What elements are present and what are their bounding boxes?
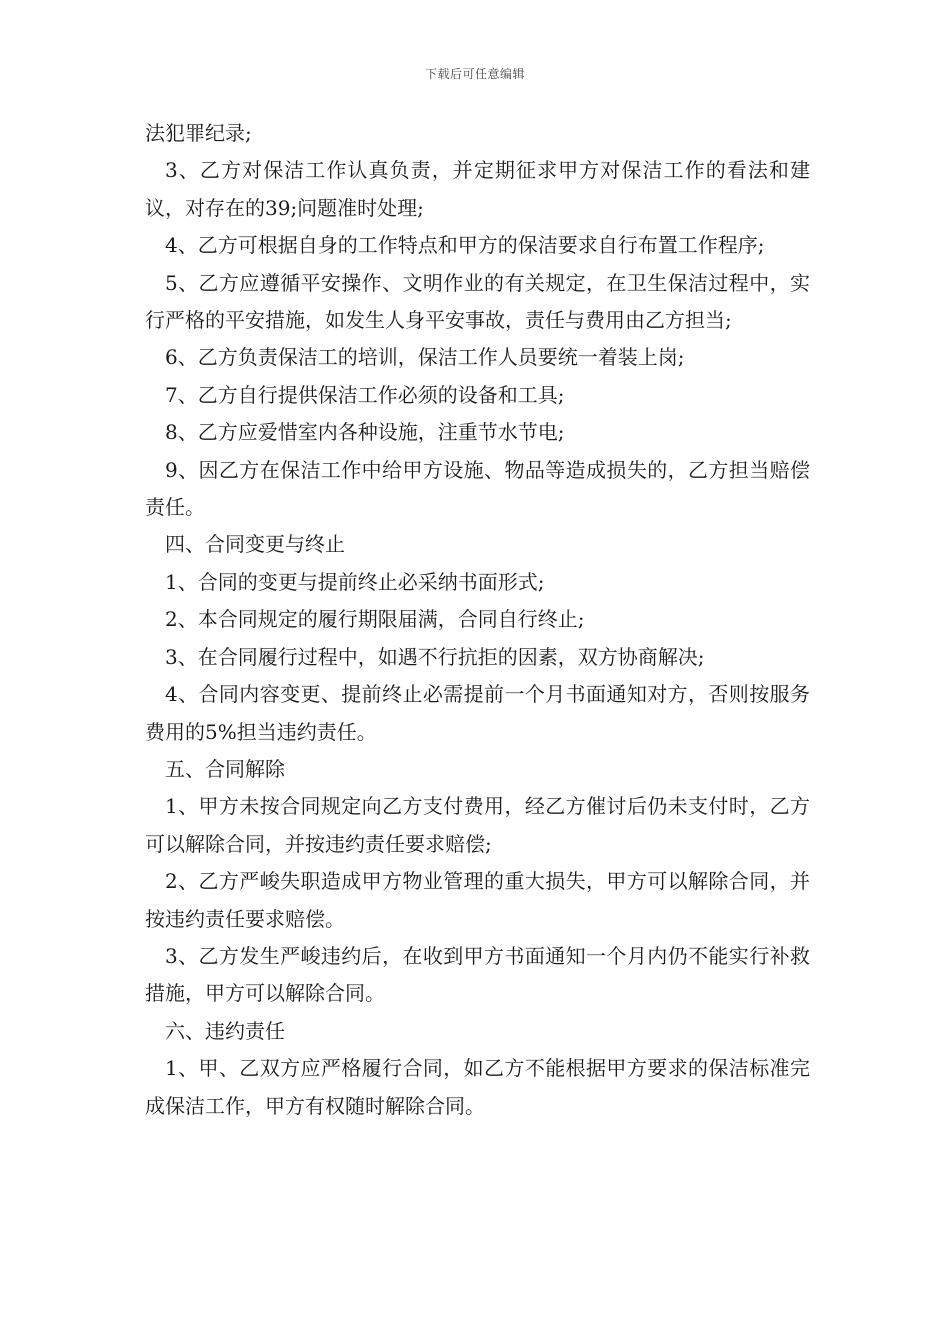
document-body bbox=[145, 115, 810, 1125]
clause-rescission-1: 1、甲方未按合同规定向乙方支付费用，经乙方催讨后仍未支付时，乙方可以解除合同，并按违约责任要求赔偿; bbox=[145, 794, 810, 856]
clause-change-3: 3、在合同履行过程中，如遇不行抗拒的因素，双方协商解决; bbox=[165, 644, 705, 669]
section-heading-rescission: 五、合同解除 bbox=[165, 756, 285, 781]
clause-change-2: 2、本合同规定的履行期限届满，合同自行终止; bbox=[165, 607, 585, 632]
header-note: 下载后可任意编辑 bbox=[424, 67, 525, 81]
paragraph-continuation: 法犯罪纪录; bbox=[145, 121, 252, 145]
clause-change-4: 4、合同内容变更、提前终止必需提前一个月书面通知对方，否则按服务费用的5%担当违约责任。 bbox=[145, 682, 810, 744]
clause-9-compensation: 9、因乙方在保洁工作中给甲方设施、物品等造成损失的，乙方担当赔偿责任。 bbox=[145, 457, 810, 520]
clause-7-equipment: 7、乙方自行提供保洁工作必须的设备和工具; bbox=[165, 382, 565, 407]
clause-rescission-3: 3、乙方发生严峻违约后，在收到甲方书面通知一个月内仍不能实行补救措施，甲方可以解除合同。 bbox=[145, 943, 810, 1006]
clause-change-1: 1、合同的变更与提前终止必采纳书面形式; bbox=[165, 569, 545, 594]
clause-6-training: 6、乙方负责保洁工的培训，保洁工作人员要统一着装上岗; bbox=[165, 345, 685, 370]
clause-rescission-2: 2、乙方严峻失职造成甲方物业管理的重大损失，甲方可以解除合同，并按违约责任要求赔偿。 bbox=[145, 869, 810, 931]
clause-5-safety: 5、乙方应遵循平安操作、文明作业的有关规定，在卫生保洁过程中，实行严格的平安措施，如发生人身平安事故，责任与费用由乙方担当; bbox=[145, 270, 810, 333]
clause-4-procedure: 4、乙方可根据自身的工作特点和甲方的保洁要求自行布置工作程序; bbox=[165, 233, 765, 258]
clause-3-feedback: 3、乙方对保洁工作认真负责，并定期征求甲方对保洁工作的看法和建议，对存在的39;问题准时处理; bbox=[145, 158, 810, 220]
clause-8-facilities: 8、乙方应爱惜室内各种设施，注重节水节电; bbox=[165, 420, 565, 445]
section-heading-liability: 六、违约责任 bbox=[165, 1018, 285, 1043]
section-heading-change-termination: 四、合同变更与终止 bbox=[165, 532, 345, 557]
clause-liability-1: 1、甲、乙双方应严格履行合同，如乙方不能根据甲方要求的保洁标准完成保洁工作，甲方有权随时解除合同。 bbox=[145, 1056, 810, 1118]
